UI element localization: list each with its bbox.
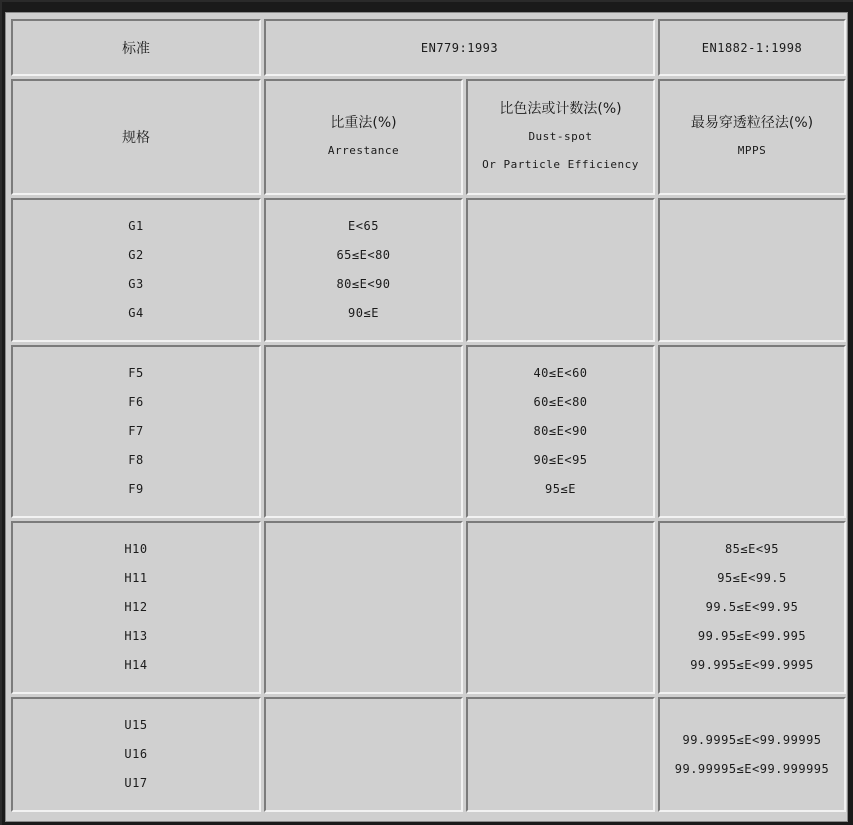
group-row-u — [11, 697, 846, 812]
classes-cell — [11, 697, 261, 812]
cell-line: 80≤E<90 — [336, 277, 391, 291]
cell-line: 80≤E<90 — [533, 424, 588, 438]
cell-line: E<65 — [348, 219, 379, 233]
cell-line: G4 — [128, 306, 144, 320]
header-en779: EN779:1993 — [264, 19, 655, 76]
cell-line: 95≤E<99.5 — [717, 571, 787, 585]
cell-line: 60≤E<80 — [533, 395, 588, 409]
cell-line: F6 — [128, 395, 144, 409]
standards-table-sheet — [5, 12, 848, 822]
cell-line: 65≤E<80 — [336, 248, 391, 262]
cell-line: 99.5≤E<99.95 — [705, 600, 799, 614]
header-standard-label: 标准 — [11, 19, 261, 76]
cell-line: U15 — [124, 718, 148, 732]
mpps-cell — [658, 198, 846, 342]
cell-line: U16 — [124, 747, 148, 761]
cell-line: 90≤E — [348, 306, 379, 320]
cell-line: H11 — [124, 571, 148, 585]
dustspot-cell — [466, 697, 655, 812]
cell-line: 40≤E<60 — [533, 366, 588, 380]
cell-line: 95≤E — [545, 482, 576, 496]
mpps-cell — [658, 345, 846, 518]
arrestance-subtitle: Arrestance — [327, 144, 400, 157]
arrestance-cell — [264, 697, 463, 812]
header-row-standard — [11, 19, 846, 76]
cell-line: 99.99995≤E<99.999995 — [674, 761, 830, 776]
cell-line: G1 — [128, 219, 144, 233]
header-en1882: EN1882-1:1998 — [658, 19, 846, 76]
cell-line: H10 — [124, 542, 148, 556]
cell-line: F7 — [128, 424, 144, 438]
arrestance-cell — [264, 345, 463, 518]
cell-line: 85≤E<95 — [724, 542, 780, 556]
cell-line: 90≤E<95 — [533, 453, 588, 467]
arrestance-cell — [264, 521, 463, 694]
mpps-title: 最易穿透粒径法(%) — [690, 115, 814, 131]
cell-line: F8 — [128, 453, 144, 467]
header-mpps — [658, 79, 846, 195]
mpps-subtitle: MPPS — [737, 144, 767, 157]
mpps-cell — [658, 697, 846, 812]
mpps-cell — [658, 521, 846, 694]
cell-line: H13 — [124, 629, 148, 643]
cell-line: F9 — [128, 482, 144, 496]
cell-line: H12 — [124, 600, 148, 614]
dustspot-cell — [466, 345, 655, 518]
cell-line: U17 — [124, 776, 148, 790]
filter-standards-table — [8, 16, 849, 815]
group-row-g — [11, 198, 846, 342]
classes-cell — [11, 345, 261, 518]
cell-line: H14 — [124, 658, 148, 672]
cell-line: G2 — [128, 248, 144, 262]
header-spec-label: 规格 — [11, 79, 261, 195]
cell-line: G3 — [128, 277, 144, 291]
dustspot-subtitle-2: Or Particle Efficiency — [482, 158, 639, 171]
dustspot-title: 比色法或计数法(%) — [499, 101, 622, 117]
cell-line: F5 — [128, 366, 144, 380]
header-dustspot — [466, 79, 655, 195]
group-row-f — [11, 345, 846, 518]
dustspot-cell — [466, 521, 655, 694]
header-row-spec — [11, 79, 846, 195]
dustspot-subtitle-1: Dust-spot — [528, 130, 593, 143]
arrestance-cell — [264, 198, 463, 342]
cell-line: 99.95≤E<99.995 — [697, 629, 807, 643]
cell-line: 99.9995≤E<99.99995 — [682, 732, 822, 747]
classes-cell — [11, 198, 261, 342]
header-arrestance — [264, 79, 463, 195]
group-row-h — [11, 521, 846, 694]
dustspot-cell — [466, 198, 655, 342]
classes-cell — [11, 521, 261, 694]
cell-line: 99.995≤E<99.9995 — [690, 658, 814, 672]
arrestance-title: 比重法(%) — [330, 115, 397, 131]
